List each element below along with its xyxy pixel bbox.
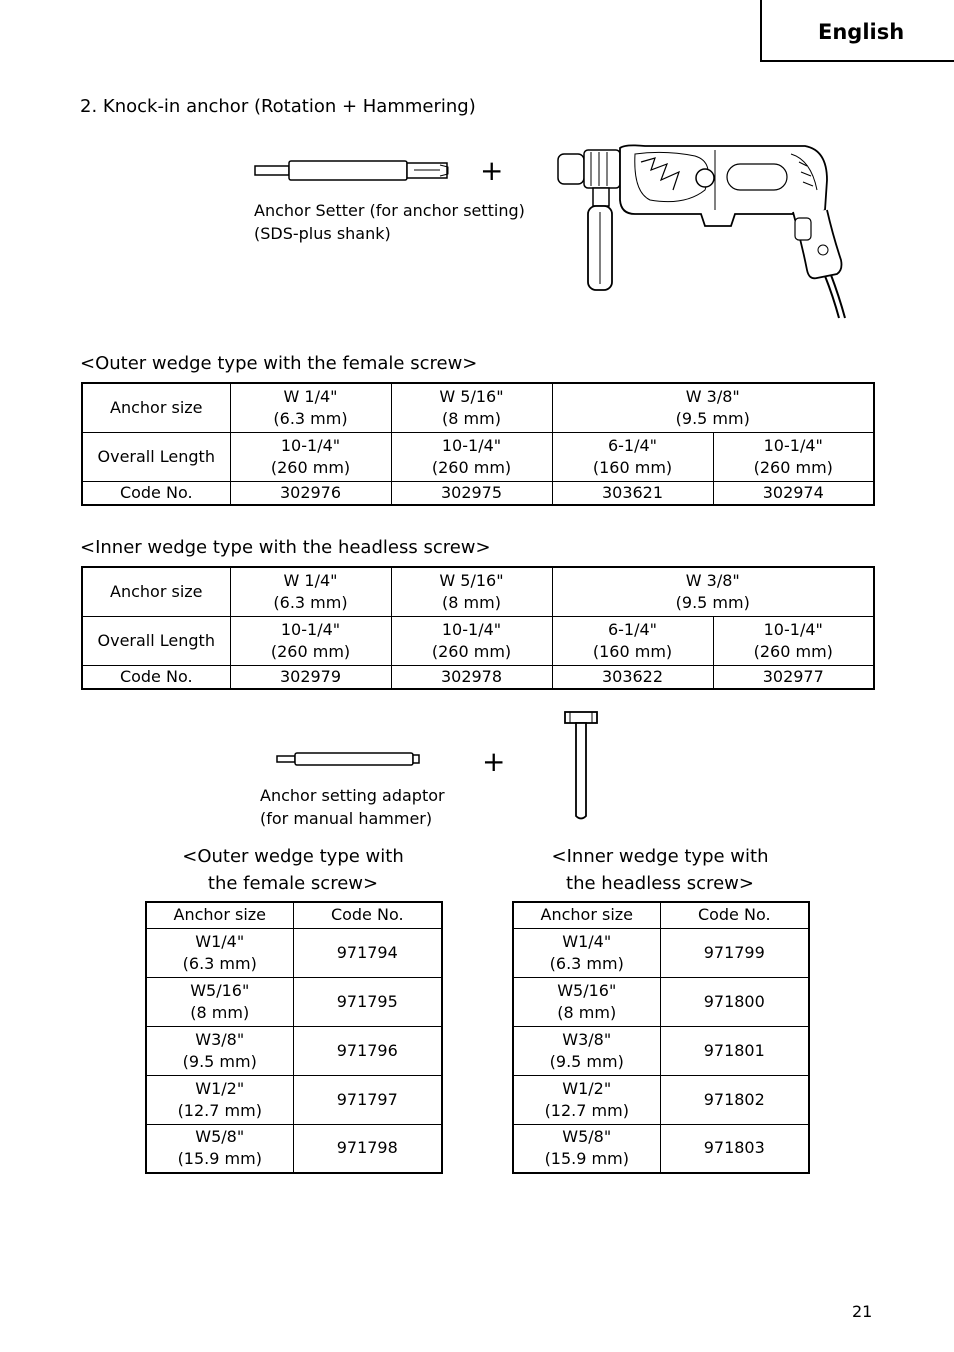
table-cell: 10-1/4" (260 mm) [230, 432, 391, 481]
table-cell: 302975 [391, 481, 552, 505]
table-row [513, 977, 809, 1026]
table-row [82, 567, 874, 616]
table-cell: 971796 [293, 1026, 442, 1075]
plus-sign: + [482, 745, 506, 778]
table-cell: 302978 [391, 665, 552, 689]
table-cell: 10-1/4" (260 mm) [230, 616, 391, 665]
column-header: Anchor size [513, 902, 660, 928]
table-cell: 302977 [713, 665, 874, 689]
table-cell: W1/2" (12.7 mm) [146, 1075, 293, 1124]
outer-wedge-table [81, 382, 875, 506]
outer-table-title: <Outer wedge type with the female screw> [80, 353, 478, 374]
table-cell: 302979 [230, 665, 391, 689]
adaptor-caption [260, 784, 445, 830]
table-cell: 10-1/4" (260 mm) [713, 616, 874, 665]
row-header: Overall Length [82, 616, 230, 665]
hammer-icon [562, 710, 600, 822]
language-tab [760, 0, 954, 62]
table-cell: 303621 [552, 481, 713, 505]
adaptor-caption-line: (for manual hammer) [260, 809, 433, 828]
table-header-row [513, 902, 809, 928]
table-row [146, 1026, 442, 1075]
page-number: 21 [852, 1302, 873, 1321]
inner-wedge-table [81, 566, 875, 690]
table-cell: 971801 [660, 1026, 809, 1075]
table-cell: W1/4" (6.3 mm) [513, 928, 660, 977]
setter-caption-line: Anchor Setter (for anchor setting) [254, 201, 525, 220]
table-row [82, 665, 874, 689]
column-header: Anchor size [146, 902, 293, 928]
small-inner-title: <Inner wedge type with the headless screw> [551, 846, 769, 894]
table-cell: W 5/16" (8 mm) [391, 567, 552, 616]
table-cell: W 5/16" (8 mm) [391, 383, 552, 432]
table-cell: 971803 [660, 1124, 809, 1173]
table-row [146, 928, 442, 977]
table-cell: 971799 [660, 928, 809, 977]
table-cell: 971802 [660, 1075, 809, 1124]
table-cell: 6-1/4" (160 mm) [552, 616, 713, 665]
table-cell: W5/8" (15.9 mm) [513, 1124, 660, 1173]
table-cell: W5/8" (15.9 mm) [146, 1124, 293, 1173]
table-row [513, 928, 809, 977]
table-row [82, 616, 874, 665]
small-outer-table [145, 901, 443, 1174]
table-row [82, 432, 874, 481]
adaptor-caption-line: Anchor setting adaptor [260, 786, 445, 805]
table-cell: W3/8" (9.5 mm) [146, 1026, 293, 1075]
table-cell: 10-1/4" (260 mm) [713, 432, 874, 481]
table-cell: W5/16" (8 mm) [513, 977, 660, 1026]
table-cell: W5/16" (8 mm) [146, 977, 293, 1026]
table-row [146, 977, 442, 1026]
table-cell: 10-1/4" (260 mm) [391, 432, 552, 481]
table-cell: 971800 [660, 977, 809, 1026]
table-cell: 971798 [293, 1124, 442, 1173]
row-header: Anchor size [82, 567, 230, 616]
table-cell: 303622 [552, 665, 713, 689]
table-row [513, 1026, 809, 1075]
table-cell: W 3/8" (9.5 mm) [552, 383, 874, 432]
table-row [513, 1075, 809, 1124]
setting-adaptor-illustration [276, 751, 422, 767]
small-outer-title: <Outer wedge type with the female screw> [182, 846, 404, 894]
rotary-hammer-illustration [555, 140, 850, 322]
small-inner-table [512, 901, 810, 1174]
row-header: Anchor size [82, 383, 230, 432]
column-header: Code No. [293, 902, 442, 928]
row-header: Code No. [82, 481, 230, 505]
table-row [82, 383, 874, 432]
table-cell: 6-1/4" (160 mm) [552, 432, 713, 481]
table-cell: 971794 [293, 928, 442, 977]
table-cell: 971795 [293, 977, 442, 1026]
table-cell: W 1/4" (6.3 mm) [230, 567, 391, 616]
table-row [513, 1124, 809, 1173]
table-cell: W 3/8" (9.5 mm) [552, 567, 874, 616]
column-header: Code No. [660, 902, 809, 928]
table-cell: W3/8" (9.5 mm) [513, 1026, 660, 1075]
table-row [82, 481, 874, 505]
table-row [146, 1075, 442, 1124]
row-header: Overall Length [82, 432, 230, 481]
table-cell: 302976 [230, 481, 391, 505]
language-label: English [818, 20, 905, 44]
plus-sign: + [480, 154, 504, 187]
table-cell: W1/4" (6.3 mm) [146, 928, 293, 977]
setter-caption-line: (SDS-plus shank) [254, 224, 391, 243]
table-cell: W1/2" (12.7 mm) [513, 1075, 660, 1124]
section-title: 2. Knock-in anchor (Rotation + Hammering) [80, 96, 476, 117]
anchor-setter-illustration [254, 158, 454, 184]
table-cell: W 1/4" (6.3 mm) [230, 383, 391, 432]
table-header-row [146, 902, 442, 928]
table-row [146, 1124, 442, 1173]
table-cell: 971797 [293, 1075, 442, 1124]
row-header: Code No. [82, 665, 230, 689]
table-cell: 302974 [713, 481, 874, 505]
table-cell: 10-1/4" (260 mm) [391, 616, 552, 665]
setter-caption [254, 199, 525, 245]
inner-table-title: <Inner wedge type with the headless screw> [80, 537, 491, 558]
